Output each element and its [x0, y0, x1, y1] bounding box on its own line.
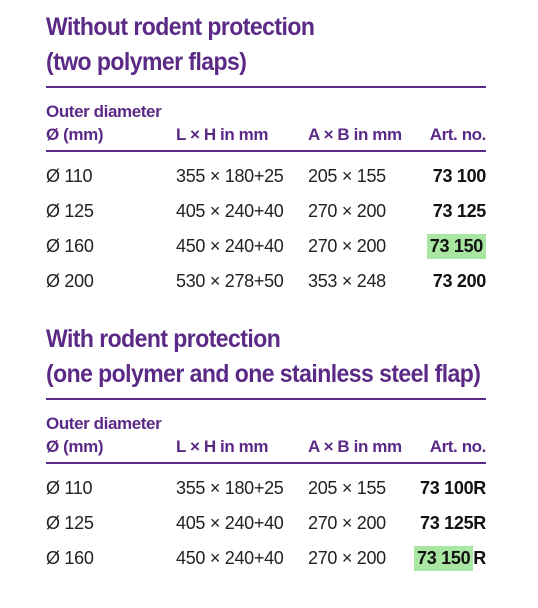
art-number: 73 100	[420, 478, 474, 498]
cell-lh: 450 × 240+40	[176, 548, 284, 568]
cell-ab: 270 × 200	[308, 201, 386, 221]
section-title	[46, 322, 481, 392]
table-header	[46, 100, 486, 150]
cell-ab: 353 × 248	[308, 271, 386, 291]
section-title-line2: (two polymer flaps)	[46, 48, 247, 76]
table-row	[46, 265, 486, 300]
header-diameter	[46, 100, 161, 146]
section-title-line1: Without rodent protection	[46, 13, 315, 41]
header-divider	[46, 150, 486, 152]
header-art-no: Art. no.	[429, 437, 486, 456]
highlighted-art-number: 73 150	[414, 546, 473, 571]
cell-diameter: Ø 160	[46, 548, 94, 568]
cell-lh: 405 × 240+40	[176, 201, 284, 221]
cell-ab: 270 × 200	[308, 513, 386, 533]
art-suffix: R	[473, 478, 486, 498]
table-row	[46, 195, 486, 230]
table-row	[46, 160, 486, 195]
art-suffix: R	[473, 548, 486, 568]
header-ab: A × B in mm	[308, 437, 402, 456]
cell-art-no	[433, 271, 486, 292]
cell-lh: 405 × 240+40	[176, 513, 284, 533]
header-diameter-line2: Ø (mm)	[46, 125, 104, 144]
section-title	[46, 10, 451, 80]
cell-ab: 270 × 200	[308, 236, 386, 256]
cell-art-no	[427, 236, 486, 257]
table-row	[46, 542, 486, 577]
art-number: 73 125	[420, 513, 474, 533]
cell-lh: 530 × 278+50	[176, 271, 284, 291]
table-body	[46, 160, 486, 300]
cell-art-no	[433, 201, 486, 222]
table-row	[46, 230, 486, 265]
cell-diameter: Ø 110	[46, 478, 93, 498]
cell-lh: 450 × 240+40	[176, 236, 284, 256]
header-diameter-line1: Outer diameter	[46, 102, 162, 121]
cell-diameter: Ø 125	[46, 201, 94, 221]
title-divider	[46, 398, 486, 400]
cell-art-no	[433, 166, 486, 187]
art-suffix: R	[473, 513, 486, 533]
section-without-rodent-protection	[46, 10, 486, 300]
header-lh: L × H in mm	[176, 125, 269, 144]
cell-ab: 205 × 155	[308, 166, 386, 186]
header-divider	[46, 462, 486, 464]
section-with-rodent-protection	[46, 322, 486, 577]
cell-ab: 205 × 155	[308, 478, 386, 498]
cell-art-no	[420, 478, 486, 499]
table-row	[46, 507, 486, 542]
section-title-line1: With rodent protection	[46, 325, 281, 353]
art-number: 73 100	[432, 166, 486, 186]
header-lh: L × H in mm	[176, 437, 269, 456]
cell-lh: 355 × 180+25	[176, 166, 284, 186]
cell-lh: 355 × 180+25	[176, 478, 284, 498]
header-art-no: Art. no.	[429, 125, 486, 144]
cell-art-no	[414, 548, 486, 569]
title-divider	[46, 86, 486, 88]
art-number: 73 125	[432, 201, 486, 221]
table-row	[46, 472, 486, 507]
section-title-line2: (one polymer and one stainless steel flap)	[46, 360, 481, 388]
cell-diameter: Ø 160	[46, 236, 94, 256]
header-diameter	[46, 412, 161, 458]
cell-art-no	[420, 513, 486, 534]
header-diameter-line1: Outer diameter	[46, 414, 162, 433]
art-number: 73 200	[432, 271, 486, 291]
highlighted-art-number: 73 150	[427, 234, 486, 259]
header-ab: A × B in mm	[308, 125, 402, 144]
cell-ab: 270 × 200	[308, 548, 386, 568]
header-diameter-line2: Ø (mm)	[46, 437, 104, 456]
cell-diameter: Ø 110	[46, 166, 93, 186]
table-header	[46, 412, 486, 462]
cell-diameter: Ø 125	[46, 513, 94, 533]
cell-diameter: Ø 200	[46, 271, 94, 291]
table-body	[46, 472, 486, 577]
